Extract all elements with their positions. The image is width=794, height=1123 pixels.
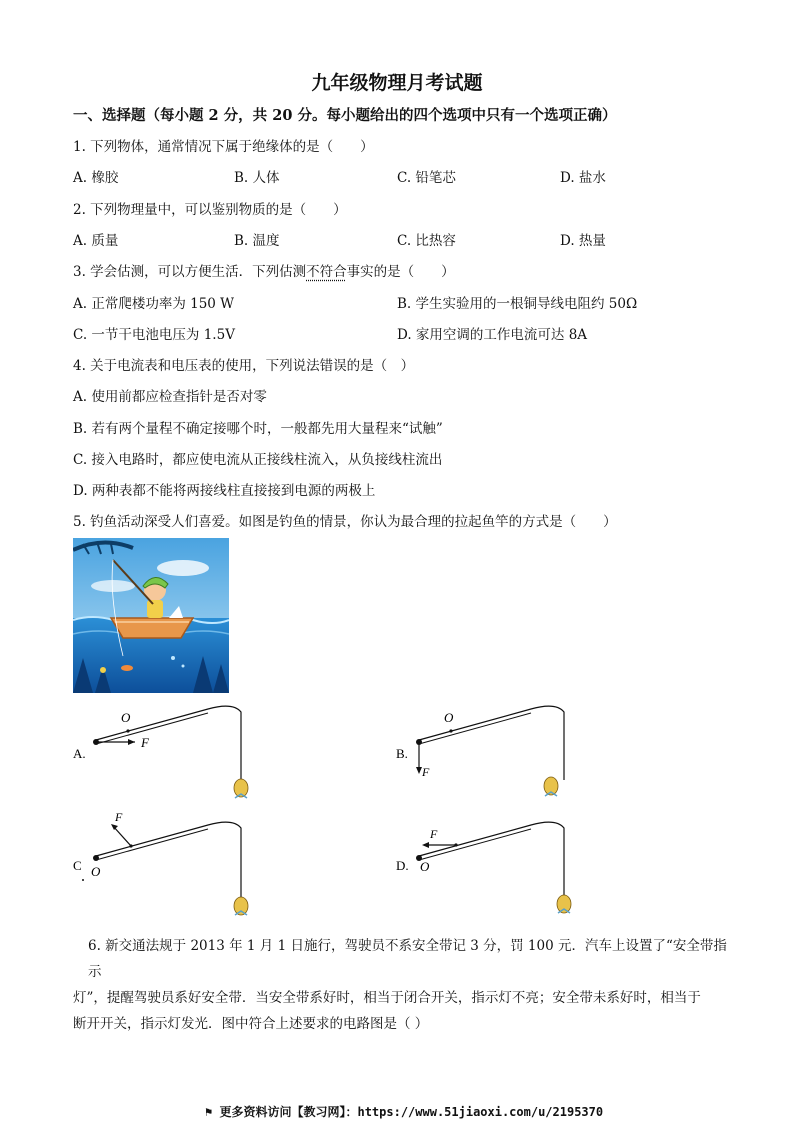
question-4-option-a: A. 使用前都应检查指针是否对零: [73, 389, 267, 405]
flag-icon: ⚑: [205, 1105, 213, 1119]
option-label-a: A.: [73, 746, 86, 761]
question-3-option-b: B. 学生实验用的一根铜导线电阻约 50Ω: [397, 296, 638, 312]
question-3-option-a: A. 正常爬楼功率为 150 W: [73, 296, 235, 312]
question-6-stem: [73, 933, 728, 1037]
question-2-option-b: B. 温度: [234, 233, 280, 249]
section-heading: 一、选择题（每小题 2 分，共 20 分。每小题给出的四个选项中只有一个选项正确）: [73, 107, 617, 124]
question-1-option-b: B. 人体: [234, 170, 280, 186]
question-3-stem: [73, 260, 455, 280]
diagram-option-c: [73, 808, 273, 920]
question-3-stem-emphasis: 不符合: [306, 264, 347, 280]
force-label-b: F: [422, 765, 430, 779]
question-3-stem-post: 事实的是（ ）: [346, 264, 455, 280]
question-6-line-3: 断开开关，指示灯发光．图中符合上述要求的电路图是（ ）: [73, 1016, 429, 1032]
question-5-stem: 5. 钓鱼活动深受人们喜爱。如图是钓鱼的情景，你认为最合理的拉起鱼竿的方式是（ ）: [73, 514, 617, 530]
fish-icon: [544, 777, 558, 796]
option-label-d: D.: [396, 858, 409, 873]
question-1-option-a: A. 橡胶: [73, 170, 119, 186]
question-3-option-d: D. 家用空调的工作电流可达 8A: [397, 327, 588, 343]
question-6-line-1: 6. 新交通法规于 2013 年 1 月 1 日施行，驾驶员不系安全带记 3 分，罚 100 元．汽车上设置了“安全带指示: [88, 938, 727, 980]
question-1-option-c: C. 铅笔芯: [397, 170, 456, 186]
force-label-c: F: [115, 810, 123, 824]
footer-link[interactable]: 更多资料访问【教习网】：https://www.51jiaoxi.com/u/2195370: [219, 1105, 604, 1119]
pivot-label-a: O: [121, 710, 131, 725]
question-4-option-c: C. 接入电路时，都应使电流从正接线柱流入，从负接线柱流出: [73, 452, 443, 468]
question-1-option-d: D. 盐水: [560, 170, 606, 186]
force-label-d: F: [430, 827, 438, 841]
question-2-option-c: C. 比热容: [397, 233, 456, 249]
fishing-illustration: [73, 538, 229, 693]
pivot-label-d: O: [420, 859, 430, 874]
fish-icon: [234, 897, 248, 915]
option-label-c: C: [73, 858, 82, 873]
option-label-b: B.: [396, 746, 408, 761]
pivot-label-b: O: [444, 710, 454, 725]
question-2-option-d: D. 热量: [560, 233, 606, 249]
question-1-stem: 1. 下列物体，通常情况下属于绝缘体的是（ ）: [73, 139, 374, 155]
fish-icon: [557, 895, 571, 913]
fish-icon: [234, 779, 248, 798]
footer: [205, 1103, 603, 1120]
force-label-a: F: [141, 735, 149, 750]
pivot-label-c: O: [91, 864, 101, 879]
page-title: 九年级物理月考试题: [311, 72, 483, 94]
question-6-line-2: 灯”，提醒驾驶员系好安全带．当安全带系好时，相当于闭合开关，指示灯不亮；安全带未系好时，相当于: [73, 990, 701, 1006]
question-2-option-a: A. 质量: [73, 233, 119, 249]
question-4-option-b: B. 若有两个量程不确定接哪个时，一般都先用大量程来“试触”: [73, 421, 443, 437]
question-4-stem: 4. 关于电流表和电压表的使用，下列说法错误的是（ ）: [73, 358, 415, 374]
question-3-option-c: C. 一节干电池电压为 1.5V: [73, 327, 235, 343]
diagram-option-a: [73, 700, 273, 808]
diagram-option-d: [396, 808, 596, 920]
question-3-stem-pre: 3. 学会估测，可以方便生活．下列估测: [73, 264, 307, 280]
question-4-option-d: D. 两种表都不能将两接线柱直接接到电源的两极上: [73, 483, 376, 499]
question-2-stem: 2. 下列物理量中，可以鉴别物质的是（ ）: [73, 202, 347, 218]
diagram-option-b: [396, 700, 596, 808]
